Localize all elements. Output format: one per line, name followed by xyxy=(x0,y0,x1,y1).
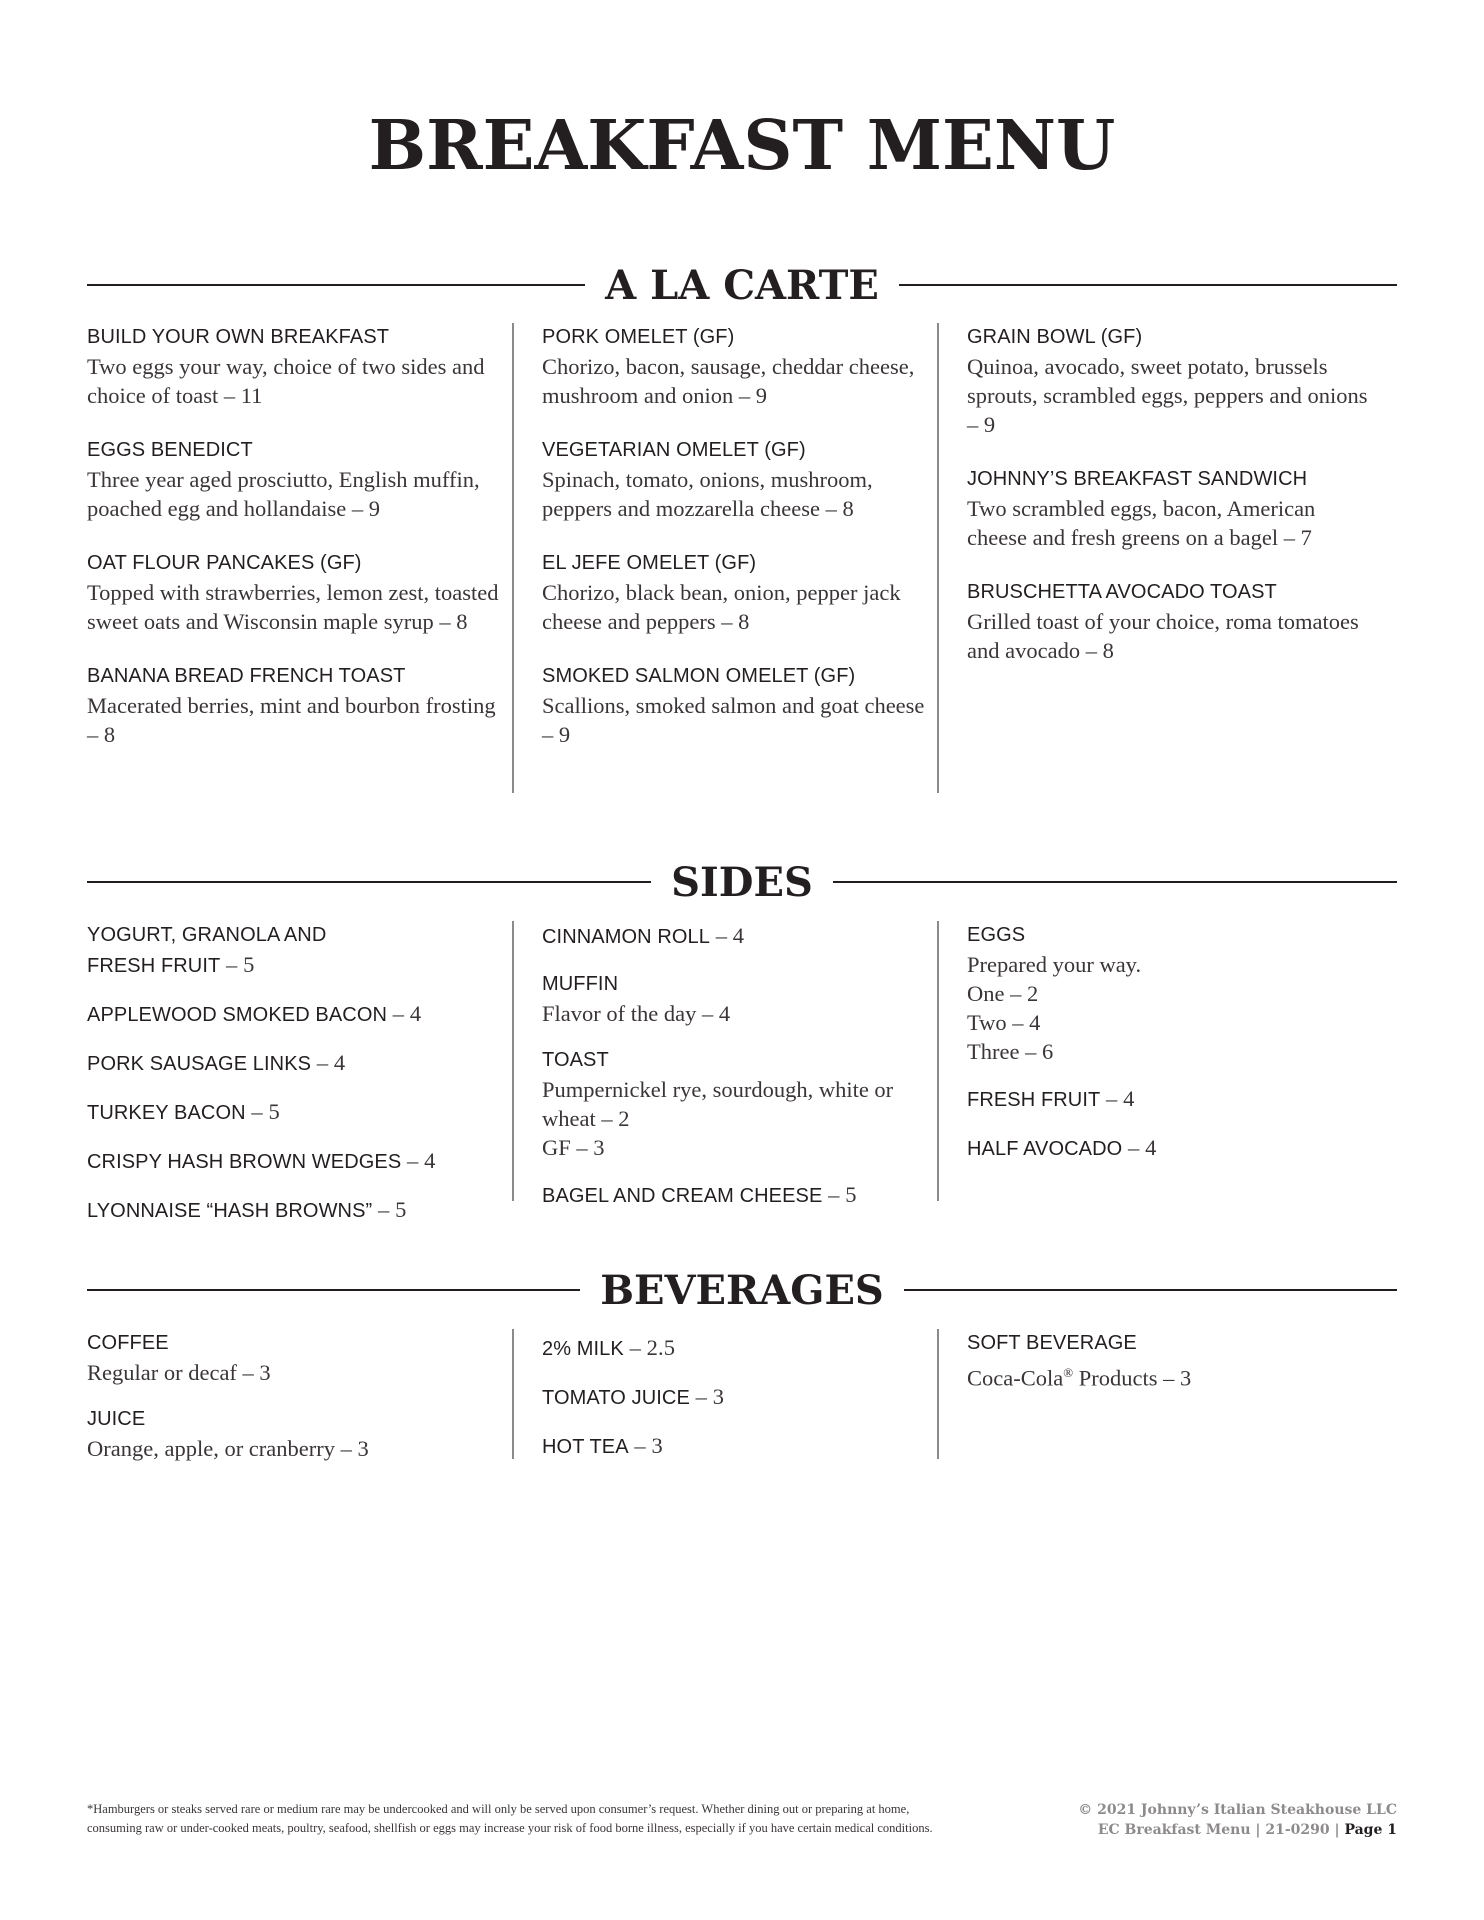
divider-left xyxy=(87,1289,580,1291)
item-name-line-2 xyxy=(87,950,504,981)
item-name: EGGS xyxy=(967,924,1026,946)
item-option: One – 2 xyxy=(967,981,1039,1006)
menu-item xyxy=(542,1333,929,1364)
item-name-text: HALF AVOCADO xyxy=(967,1138,1123,1160)
item-name: VEGETARIAN OMELET (GF) xyxy=(542,439,806,461)
item-price: – 3 xyxy=(628,1433,663,1458)
menu-item xyxy=(967,578,1374,665)
sides-column-2 xyxy=(512,921,949,1207)
a-la-carte-columns xyxy=(87,323,1397,793)
menu-item xyxy=(542,323,929,410)
menu-item xyxy=(967,921,1374,1066)
sides-columns xyxy=(87,921,1397,1222)
item-name-text: 2% MILK xyxy=(542,1338,624,1360)
beverages-column-2 xyxy=(512,1329,949,1459)
item-name: YOGURT, GRANOLA AND xyxy=(87,924,327,946)
sides-column-3 xyxy=(937,921,1374,1201)
menu-item xyxy=(967,465,1374,552)
item-name-text: TOMATO JUICE xyxy=(542,1387,690,1409)
menu-item xyxy=(542,1382,929,1413)
item-name: BANANA BREAD FRENCH TOAST xyxy=(87,665,406,687)
menu-item xyxy=(542,1180,929,1211)
item-description: Pumpernickel rye, sourdough, white or wheat – 2 xyxy=(542,1077,894,1131)
menu-item xyxy=(87,1048,504,1079)
menu-item xyxy=(542,436,929,523)
menu-item xyxy=(87,921,504,981)
item-name: JUICE xyxy=(87,1408,146,1430)
item-option: Three – 6 xyxy=(967,1039,1054,1064)
item-description: Flavor of the day – 4 xyxy=(542,1001,731,1026)
divider-left xyxy=(87,284,585,286)
menu-item xyxy=(967,1329,1374,1393)
item-name-text: FRESH FRUIT xyxy=(87,955,221,977)
item-description-gf: GF – 3 xyxy=(542,1135,605,1160)
item-name: PORK OMELET (GF) xyxy=(542,326,735,348)
item-name-line xyxy=(87,1097,504,1128)
item-description: Scallions, smoked salmon and goat cheese – 9 xyxy=(542,693,925,747)
item-name: EL JEFE OMELET (GF) xyxy=(542,552,757,574)
item-name: JOHNNY’S BREAKFAST SANDWICH xyxy=(967,468,1308,490)
item-name-line xyxy=(87,1195,504,1226)
item-name-text: APPLEWOOD SMOKED BACON xyxy=(87,1004,388,1026)
section-header-beverages xyxy=(87,1260,1397,1320)
menu-code: EC Breakfast Menu | 21-0290 | xyxy=(1097,1822,1340,1838)
a-la-carte-column-2 xyxy=(512,323,949,793)
disclaimer-line: consuming raw or under-cooked meats, poultry, seafood, shellfish or eggs may increase your risk of food borne illness, especially if you have certain medical conditions. xyxy=(87,1821,933,1835)
menu-item xyxy=(542,1431,929,1462)
item-description: Three year aged prosciutto, English muffin, poached egg and hollandaise – 9 xyxy=(87,467,480,521)
divider-right xyxy=(899,284,1397,286)
item-name: BRUSCHETTA AVOCADO TOAST xyxy=(967,581,1277,603)
item-description: Chorizo, black bean, onion, pepper jack cheese and peppers – 8 xyxy=(542,580,901,634)
a-la-carte-column-1 xyxy=(87,323,524,793)
divider-right xyxy=(904,1289,1397,1291)
item-name: SOFT BEVERAGE xyxy=(967,1332,1137,1354)
item-name-text: CRISPY HASH BROWN WEDGES xyxy=(87,1151,402,1173)
item-description: Spinach, tomato, onions, mushroom, peppers and mozzarella cheese – 8 xyxy=(542,467,873,521)
item-name-line xyxy=(542,1431,929,1462)
menu-item xyxy=(87,662,504,749)
menu-code-line xyxy=(1078,1820,1397,1840)
brand-text: Coca-Cola xyxy=(967,1365,1064,1391)
item-description: Orange, apple, or cranberry – 3 xyxy=(87,1436,369,1461)
item-price: – 5 xyxy=(220,952,255,977)
item-name-text: TURKEY BACON xyxy=(87,1102,246,1124)
item-description: Grilled toast of your choice, roma tomatoes and avocado – 8 xyxy=(967,609,1359,663)
menu-item xyxy=(87,1405,504,1463)
item-name-text: HOT TEA xyxy=(542,1436,629,1458)
a-la-carte-column-3 xyxy=(937,323,1374,793)
item-name-line xyxy=(542,1333,929,1364)
item-price: – 5 xyxy=(372,1197,407,1222)
item-name: SMOKED SALMON OMELET (GF) xyxy=(542,665,856,687)
section-header-a-la-carte xyxy=(87,255,1397,315)
divider-left xyxy=(87,881,651,883)
menu-item xyxy=(967,323,1374,439)
item-description: Quinoa, avocado, sweet potato, brussels sprouts, scrambled eggs, peppers and onions – 9 xyxy=(967,354,1368,437)
sides-column-1 xyxy=(87,921,524,1222)
menu-item xyxy=(542,921,929,952)
item-description: Macerated berries, mint and bourbon frosting – 8 xyxy=(87,693,496,747)
menu-item xyxy=(87,1329,504,1387)
beverages-column-1 xyxy=(87,1329,524,1459)
item-price: – 5 xyxy=(245,1099,280,1124)
menu-item xyxy=(87,1146,504,1177)
menu-item xyxy=(542,970,929,1028)
beverages-column-3 xyxy=(937,1329,1374,1459)
item-name-line xyxy=(967,1133,1374,1164)
page-number: Page 1 xyxy=(1339,1822,1397,1838)
item-name-line xyxy=(87,999,504,1030)
beverages-columns xyxy=(87,1329,1397,1459)
copyright-text: © 2021 Johnny’s Italian Steakhouse LLC xyxy=(1078,1802,1397,1818)
item-price: – 4 xyxy=(311,1050,346,1075)
item-option: Two – 4 xyxy=(967,1010,1041,1035)
item-name: TOAST xyxy=(542,1049,609,1071)
item-name: MUFFIN xyxy=(542,973,619,995)
section-header-sides xyxy=(87,852,1397,912)
item-price: – 4 xyxy=(387,1001,422,1026)
item-description: Topped with strawberries, lemon zest, toasted sweet oats and Wisconsin maple syrup – 8 xyxy=(87,580,499,634)
item-name-text: BAGEL AND CREAM CHEESE xyxy=(542,1185,823,1207)
menu-item xyxy=(967,1084,1374,1115)
item-name-text: CINNAMON ROLL xyxy=(542,926,710,948)
item-name-line xyxy=(542,921,929,952)
item-price: – 4 xyxy=(401,1148,436,1173)
description-text: Products – 3 xyxy=(1073,1365,1192,1391)
item-name-line xyxy=(967,1084,1374,1115)
item-name-line xyxy=(542,1382,929,1413)
menu-item xyxy=(87,1097,504,1128)
item-name-text: LYONNAISE “HASH BROWNS” xyxy=(87,1200,373,1222)
item-name: GRAIN BOWL (GF) xyxy=(967,326,1143,348)
item-price: – 5 xyxy=(822,1182,857,1207)
menu-item xyxy=(87,999,504,1030)
item-price: – 4 xyxy=(1100,1086,1135,1111)
menu-item xyxy=(967,1133,1374,1164)
item-price: – 4 xyxy=(710,923,745,948)
item-name-line xyxy=(87,1146,504,1177)
item-price: – 3 xyxy=(689,1384,725,1409)
menu-item xyxy=(87,436,504,523)
menu-item xyxy=(542,549,929,636)
disclaimer-line: *Hamburgers or steaks served rare or medium rare may be undercooked and will only be served upon consumer’s request. Whether dining out or preparing at home, xyxy=(87,1802,910,1816)
section-title: BEVERAGES xyxy=(600,1266,884,1314)
menu-item xyxy=(87,549,504,636)
item-name-text: PORK SAUSAGE LINKS xyxy=(87,1053,312,1075)
item-name-line xyxy=(542,1180,929,1211)
item-name: BUILD YOUR OWN BREAKFAST xyxy=(87,326,390,348)
menu-item xyxy=(542,662,929,749)
item-name-text: FRESH FRUIT xyxy=(967,1089,1101,1111)
item-name: EGGS BENEDICT xyxy=(87,439,253,461)
item-description xyxy=(967,1358,1374,1393)
registered-mark: ® xyxy=(1063,1365,1074,1380)
item-description: Prepared your way. xyxy=(967,952,1142,977)
health-disclaimer xyxy=(87,1800,1057,1838)
item-description: Chorizo, bacon, sausage, cheddar cheese, mushroom and onion – 9 xyxy=(542,354,915,408)
section-title: A LA CARTE xyxy=(605,261,879,309)
page-title: BREAKFAST MENU xyxy=(368,106,1116,186)
item-name: COFFEE xyxy=(87,1332,169,1354)
item-description: Two eggs your way, choice of two sides and choice of toast – 11 xyxy=(87,354,485,408)
section-title: SIDES xyxy=(671,858,813,906)
item-price: – 2.5 xyxy=(623,1335,676,1360)
item-description: Two scrambled eggs, bacon, American cheese and fresh greens on a bagel – 7 xyxy=(967,496,1316,550)
item-name: OAT FLOUR PANCAKES (GF) xyxy=(87,552,362,574)
item-name-line xyxy=(87,1048,504,1079)
menu-item xyxy=(542,1046,929,1162)
item-price: – 4 xyxy=(1122,1135,1157,1160)
menu-item xyxy=(87,1195,504,1226)
item-description: Regular or decaf – 3 xyxy=(87,1360,271,1385)
footer-info xyxy=(1078,1800,1397,1840)
menu-item xyxy=(87,323,504,410)
divider-right xyxy=(833,881,1397,883)
